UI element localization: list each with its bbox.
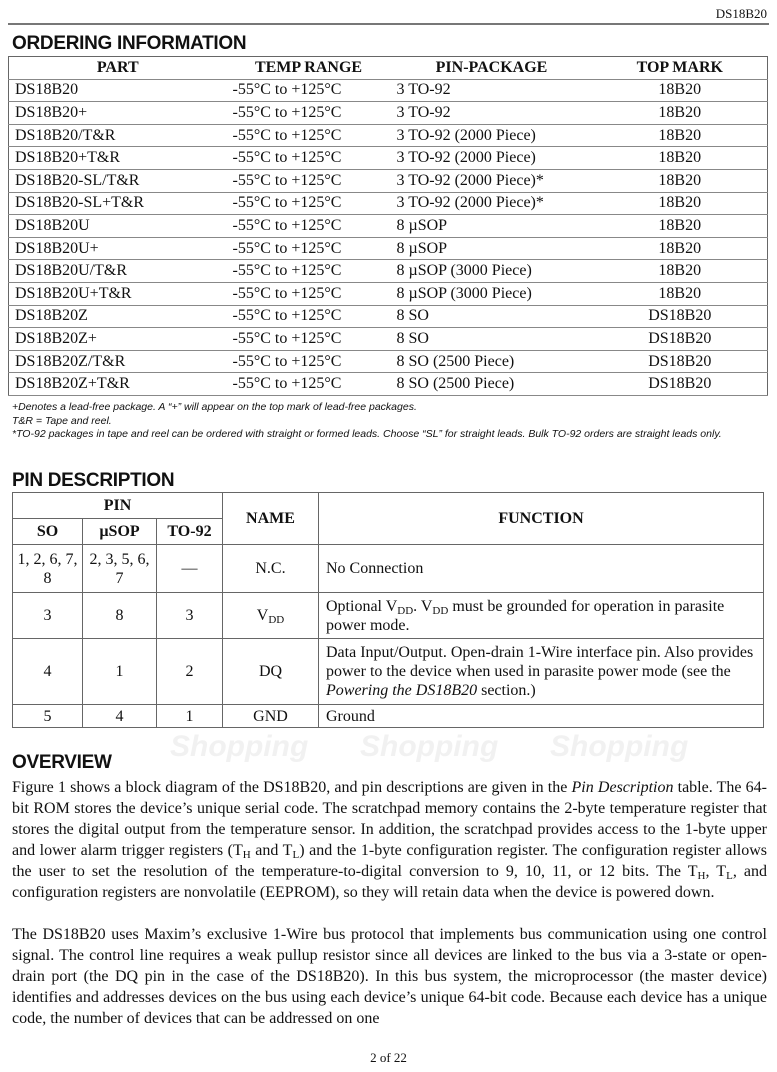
pin-usop: 2, 3, 5, 6, 7 [83, 545, 157, 593]
ordering-row [9, 102, 768, 125]
pin-usop: 4 [83, 705, 157, 728]
ordering-row [9, 350, 768, 373]
pin-so: 4 [13, 639, 83, 705]
pin-row-nc [13, 545, 764, 593]
top-mark-cell: 18B20 [593, 169, 768, 192]
fn-text: must be grounded for operation in parasite power mode. [326, 597, 725, 634]
page-number: 2 of 22 [370, 1050, 407, 1065]
ordering-title: ORDERING INFORMATION [12, 33, 247, 54]
pin-row-dq [13, 639, 764, 705]
temp-range-cell: -55°C to +125°C [227, 282, 391, 305]
part-cell: DS18B20 [9, 79, 227, 102]
temp-range-cell: -55°C to +125°C [227, 328, 391, 351]
part-cell: DS18B20U+ [9, 237, 227, 260]
pin-function [319, 593, 764, 639]
ordering-notes [12, 401, 768, 442]
ordering-row [9, 192, 768, 215]
pin-usop: 1 [83, 639, 157, 705]
powering-link[interactable]: Powering the DS18B20 [326, 682, 478, 699]
pin-name [223, 593, 319, 639]
watermark-logo: Shopping [550, 730, 689, 763]
pin-table [12, 492, 764, 728]
watermark-logo: Shopping [360, 730, 499, 763]
overview-paragraph-1 [12, 777, 767, 903]
part-cell: DS18B20U/T&R [9, 260, 227, 283]
top-mark-cell: 18B20 [593, 282, 768, 305]
part-cell: DS18B20Z/T&R [9, 350, 227, 373]
text: and T [250, 842, 293, 859]
pin-function: Ground [319, 705, 764, 728]
pin-function [319, 639, 764, 705]
pin-package-cell: 8 SO (2500 Piece) [391, 350, 593, 373]
pin-description-ref[interactable]: Pin Description [571, 779, 674, 796]
part-cell: DS18B20-SL/T&R [9, 169, 227, 192]
pin-package-cell: 8 µSOP (3000 Piece) [391, 260, 593, 283]
ordering-table [8, 56, 768, 396]
overview-paragraph-2: The DS18B20 uses Maxim’s exclusive 1-Wire bus protocol that implements bus communication using one control signal. The control line requires a weak pullup resistor since all devices are linked to the bus via a 3-state or open-drain port (the DQ pin in the case of the DS18B20). In this bus system, the microprocessor (the master device) identifies and addresses devices on the bus using each device’s unique 64-bit code. Because each device has a unique code, the number of devices that can be addressed on one [12, 926, 767, 1027]
pin-package-cell: 8 SO (2500 Piece) [391, 373, 593, 396]
col-part: PART [9, 57, 227, 80]
pin-package-cell: 3 TO-92 (2000 Piece)* [391, 169, 593, 192]
name-header: NAME [223, 493, 319, 545]
pin-package-cell: 8 SO [391, 328, 593, 351]
text: table. The 64-bit ROM stores the device’s unique serial code. The scratchpad memory contains the 2-byte temperature register that stores the digital output from the temperature sensor. In addition, the scratchpad provides access to the 1-byte upper and lower alarm trigger registers (T [12, 779, 767, 859]
sub: L [292, 849, 300, 861]
so-header: SO [13, 519, 83, 545]
pin-to92: 1 [157, 705, 223, 728]
pin-so: 1, 2, 6, 7, 8 [13, 545, 83, 593]
ordering-row [9, 169, 768, 192]
function-header: FUNCTION [319, 493, 764, 545]
pin-name-main: V [256, 607, 269, 624]
usop-header: µSOP [83, 519, 157, 545]
ordering-row [9, 237, 768, 260]
pin-package-cell: 3 TO-92 (2000 Piece) [391, 147, 593, 170]
top-mark-cell: DS18B20 [593, 373, 768, 396]
temp-range-cell: -55°C to +125°C [227, 169, 391, 192]
sub: L [726, 870, 733, 882]
pin-package-cell: 8 SO [391, 305, 593, 328]
pin-name: DQ [223, 639, 319, 705]
text: ) and the 1-byte configuration register. The configuration register allows the user to set the resolution of the temperature-to-digital conversion to 9, 10, 11, or 12 bits. The T [12, 842, 768, 880]
top-mark-cell: DS18B20 [593, 350, 768, 373]
temp-range-cell: -55°C to +125°C [227, 102, 391, 125]
part-cell: DS18B20-SL+T&R [9, 192, 227, 215]
ordering-row [9, 124, 768, 147]
pin-to92: 3 [157, 593, 223, 639]
overview-body [12, 777, 767, 1050]
part-cell: DS18B20/T&R [9, 124, 227, 147]
fn-sub: DD [432, 604, 449, 617]
ordering-row [9, 147, 768, 170]
temp-range-cell: -55°C to +125°C [227, 373, 391, 396]
note-to92: *TO-92 packages in tape and reel can be ordered with straight or formed leads. Choose “SL” for straight leads. Bulk TO-92 orders are straight leads only. [12, 428, 722, 440]
fn-sub: DD [397, 604, 414, 617]
top-mark-cell: 18B20 [593, 79, 768, 102]
pin-package-cell: 8 µSOP [391, 237, 593, 260]
pin-so: 5 [13, 705, 83, 728]
top-mark-cell: 18B20 [593, 260, 768, 283]
part-cell: DS18B20U+T&R [9, 282, 227, 305]
text: , and configuration registers are nonvolatile (EEPROM), so they will retain data when the device is powered down. [12, 863, 768, 901]
pin-package-cell: 3 TO-92 [391, 79, 593, 102]
top-mark-cell: 18B20 [593, 237, 768, 260]
temp-range-cell: -55°C to +125°C [227, 305, 391, 328]
fn-text: Optional V [326, 597, 398, 615]
fn-text: section.) [477, 682, 536, 699]
pin-header: PIN [13, 493, 223, 519]
pin-row-vdd [13, 593, 764, 639]
pin-name: N.C. [223, 545, 319, 593]
ordering-row [9, 260, 768, 283]
part-cell: DS18B20Z [9, 305, 227, 328]
part-cell: DS18B20+T&R [9, 147, 227, 170]
pin-so: 3 [13, 593, 83, 639]
pin-description-title: PIN DESCRIPTION [12, 470, 175, 491]
note-tape-reel: T&R = Tape and reel. [12, 414, 112, 427]
col-pin-package: PIN-PACKAGE [391, 57, 593, 80]
temp-range-cell: -55°C to +125°C [227, 147, 391, 170]
text: Figure 1 shows a block diagram of the DS18B20, and pin descriptions are given in the [12, 779, 572, 796]
fn-text: . V [413, 597, 433, 615]
pin-package-cell: 8 µSOP (3000 Piece) [391, 282, 593, 305]
pin-package-cell: 3 TO-92 (2000 Piece)* [391, 192, 593, 215]
fn-text: Data Input/Output. Open-drain 1-Wire interface pin. Also provides power to the device when used in parasite power mode (see the [326, 644, 754, 680]
pin-package-cell: 3 TO-92 (2000 Piece) [391, 124, 593, 147]
temp-range-cell: -55°C to +125°C [227, 350, 391, 373]
sub: H [697, 870, 706, 882]
pin-name: GND [223, 705, 319, 728]
overview-title: OVERVIEW [12, 752, 112, 773]
top-mark-cell: 18B20 [593, 192, 768, 215]
top-mark-cell: 18B20 [593, 215, 768, 238]
ordering-row [9, 282, 768, 305]
top-mark-cell: DS18B20 [593, 305, 768, 328]
ordering-row [9, 305, 768, 328]
pin-to92: — [157, 545, 223, 593]
note-lead-free: +Denotes a lead-free package. A “+” will appear on the top mark of lead-free packages. [12, 401, 417, 413]
pin-row-gnd [13, 705, 764, 728]
to92-header: TO-92 [157, 519, 223, 545]
col-top-mark: TOP MARK [593, 57, 768, 80]
col-temp-range: TEMP RANGE [227, 57, 391, 80]
sub: H [242, 849, 251, 861]
pin-function: No Connection [319, 545, 764, 593]
top-mark-cell: 18B20 [593, 124, 768, 147]
temp-range-cell: -55°C to +125°C [227, 237, 391, 260]
pin-package-cell: 3 TO-92 [391, 102, 593, 125]
part-cell: DS18B20Z+ [9, 328, 227, 351]
text: , T [705, 863, 727, 880]
temp-range-cell: -55°C to +125°C [227, 79, 391, 102]
part-cell: DS18B20U [9, 215, 227, 238]
pin-package-cell: 8 µSOP [391, 215, 593, 238]
top-mark-cell: 18B20 [593, 102, 768, 125]
temp-range-cell: -55°C to +125°C [227, 192, 391, 215]
temp-range-cell: -55°C to +125°C [227, 260, 391, 283]
header-doc-id: DS18B20 [715, 6, 767, 21]
part-cell: DS18B20Z+T&R [9, 373, 227, 396]
part-cell: DS18B20+ [9, 102, 227, 125]
pin-to92: 2 [157, 639, 223, 705]
top-mark-cell: 18B20 [593, 147, 768, 170]
temp-range-cell: -55°C to +125°C [227, 215, 391, 238]
ordering-row [9, 215, 768, 238]
pin-name-sub: DD [268, 614, 285, 626]
pin-usop: 8 [83, 593, 157, 639]
ordering-header-row [9, 57, 768, 80]
watermark-logo: Shopping [170, 730, 309, 763]
header-rule [8, 23, 769, 25]
top-mark-cell: DS18B20 [593, 328, 768, 351]
temp-range-cell: -55°C to +125°C [227, 124, 391, 147]
ordering-row [9, 328, 768, 351]
ordering-row [9, 79, 768, 102]
ordering-row [9, 373, 768, 396]
